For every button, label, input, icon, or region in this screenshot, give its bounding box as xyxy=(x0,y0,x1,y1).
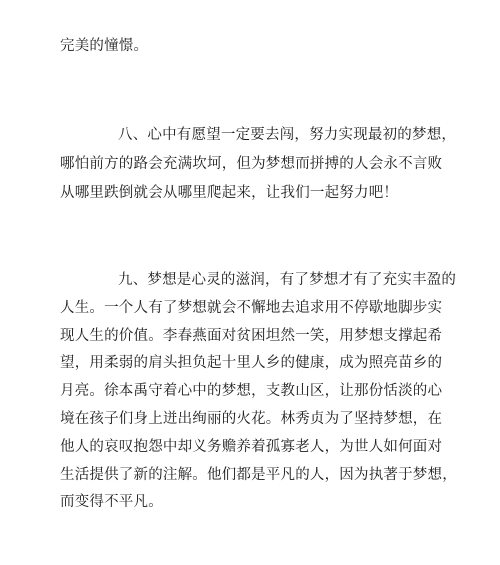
paragraph-9-line: 现人生的价值。李春燕面对贫困坦然一笑，用梦想支撑起希 xyxy=(60,328,443,344)
paragraph-9-line: 生活提供了新的注解。他们都是平凡的人，因为执著于梦想， xyxy=(60,467,457,483)
paragraph-8-line: 哪怕前方的路会充满坎坷，但为梦想而拼搏的人会永不言败 xyxy=(60,156,443,172)
paragraph-9-line: 人生。一个人有了梦想就会不懈地去追求用不停歇地脚步实 xyxy=(60,300,443,316)
paragraph-9-line: 他人的哀叹抱怨中却义务赡养着孤寡老人，为世人如何面对 xyxy=(60,439,443,455)
paragraph-9-line: 而变得不平凡。 xyxy=(60,494,163,510)
paragraph-9-line: 月亮。徐本禹守着心中的梦想，支教山区，让那份恬淡的心 xyxy=(60,383,443,399)
paragraph-9-line: 九、梦想是心灵的滋润，有了梦想才有了充实丰盈的 xyxy=(118,272,457,288)
paragraph-8-line: 从哪里跌倒就会从哪里爬起来，让我们一起努力吧！ xyxy=(60,185,399,201)
paragraph-8-line: 八、心中有愿望一定要去闯，努力实现最初的梦想， xyxy=(118,127,457,143)
paragraph-9-line: 望，用柔弱的肩头担负起十里人乡的健康，成为照亮苗乡的 xyxy=(60,355,443,371)
paragraph-9-line: 境在孩子们身上迸出绚丽的火花。林秀贞为了坚持梦想，在 xyxy=(60,411,443,427)
fragment-line: 完美的憧憬。 xyxy=(60,38,149,54)
